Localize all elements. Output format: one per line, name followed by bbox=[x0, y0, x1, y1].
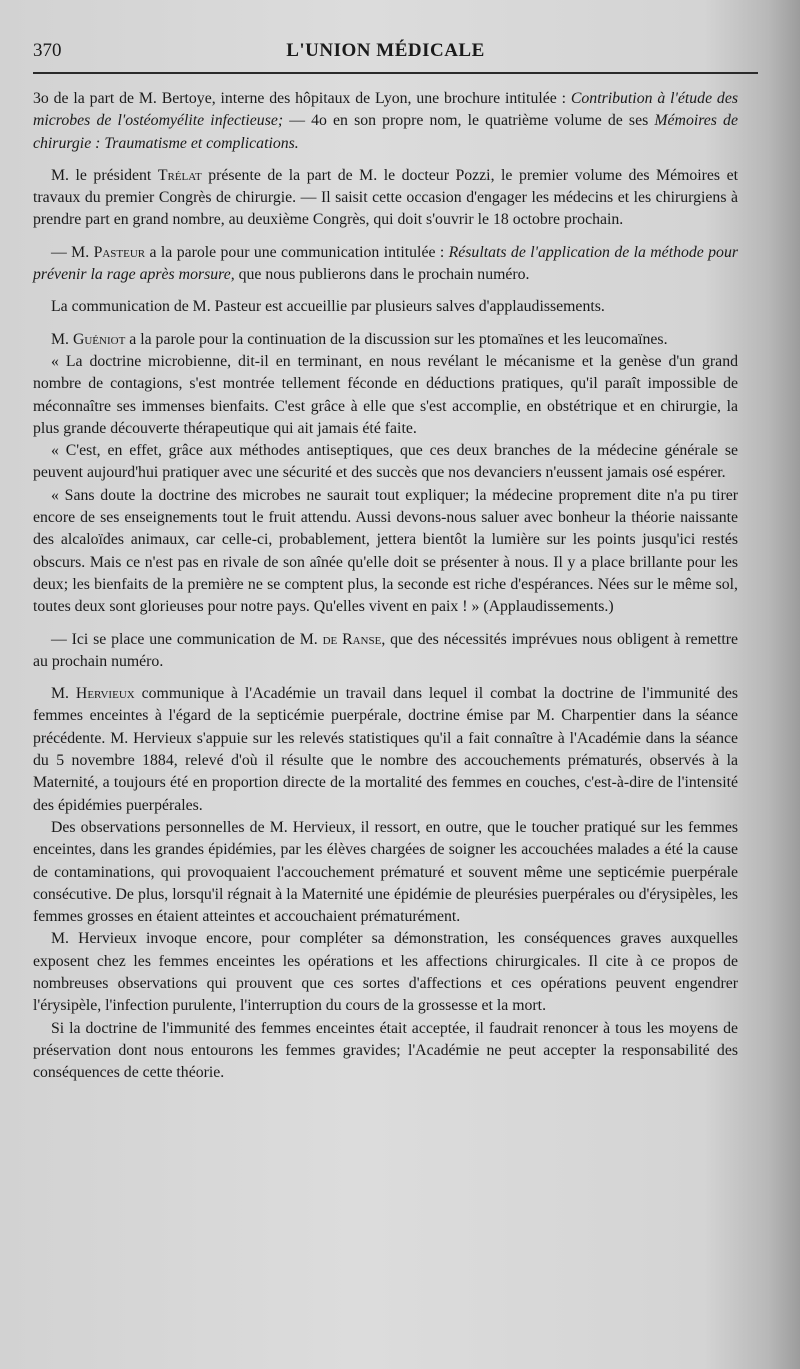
paragraph-hervieux: M. Hervieux communique à l'Académie un travail dans lequel il combat la doctrine de l'immunité des femmes enceintes à l'égard de la septicémie puerpérale, doctrine émise par M. Charpentier dans la séance précédente. M. Hervieux s'appuie sur les relevés statistiques qu'il a fait connaître à l'Académie dans la séance du 5 novembre 1884, relevé d'où il résulte que le nombre des accouchements prématurés, observés à la Maternité, a toujours été en proportion directe de la mortalité des femmes en couches, c'est-à-dire de l'intensité des épidémies puerpérales. bbox=[33, 685, 738, 814]
header-rule bbox=[33, 72, 758, 74]
paragraph-consequences: M. Hervieux invoque encore, pour compléter sa démonstration, les conséquences graves auxquelles exposent chez les femmes enceintes les opérations et les affections chirurgicales. Il cite à ce propos de nombreuses observations qui prouvent que ces sortes d'affections et ces opérations peuvent engendrer l'érysipèle, l'infection purulente, l'interruption du cours de la grossesse et la mort. bbox=[33, 930, 738, 1015]
paragraph-observations: Des observations personnelles de M. Hervieux, il ressort, en outre, que le toucher pratiqué sur les femmes enceintes, dans les grandes épidémies, par les élèves chargées de soigner les accouchées malades a été la cause de contaminations, qui provoquaient l'accouchement prématuré et souvent même une septicémie puerpérale consécutive. De plus, lorsqu'il régnait à la Maternité une épidémie de pleurésies puerpérales ou d'érysipèles, les femmes grosses en étaient atteintes et accouchaient prématurément. bbox=[33, 818, 738, 926]
paragraph-quote-3: « Sans doute la doctrine des microbes ne saurait tout expliquer; la médecine proprement dite n'a pu tirer encore de ses enseignements tout le fruit attendu. Aussi devons-nous saluer avec bonheur la théorie naissante des alcaloïdes animaux, car celle-ci, probablement, jettera bientôt la lumière sur les points jusqu'ici restés obscurs. Mais ce n'est pas en rivale de son aînée qu'elle doit se présenter à nous. Il y a place brillante pour les deux; les bienfaits de la première ne se comptent plus, la seconde est riche d'espérances. Nées sur le même sol, toutes deux sont glorieuses pour notre pays. Qu'elles vivent en paix ! » (Applaudissements.) bbox=[33, 486, 738, 616]
paragraph-quote-2: « C'est, en effet, grâce aux méthodes antiseptiques, que ces deux branches de la médecine générale se peuvent aujourd'hui pratiquer avec une sécurité et des succès que nos devanciers n'eussent jamais osé espérer. bbox=[33, 442, 738, 482]
paragraph-pasteur: — M. Pasteur a la parole pour une communication intitulée : Résultats de l'application de la méthode pour prévenir la rage après morsure, que nous publierons dans le prochain numéro. bbox=[33, 243, 739, 284]
page-number: 370 bbox=[33, 40, 62, 61]
paragraph-trelat: M. le président Trélat présente de la part de M. le docteur Pozzi, le premier volume des Mémoires et travaux du premier Congrès de chirurgie. — Il saisit cette occasion d'engager les médecins et les chirurgiens à prendre part en grand nombre, au deuxième Congrès, qui doit s'ouvrir le 18 octobre prochain. bbox=[33, 166, 738, 229]
paragraph-gueniot: M. Guéniot a la parole pour la continuation de la discussion sur les ptomaïnes et les leucomaïnes. bbox=[51, 330, 668, 348]
paragraph-applause: La communication de M. Pasteur est accueillie par plusieurs salves d'applaudissements. bbox=[51, 298, 605, 316]
paragraph-de-ranse: — Ici se place une communication de M. de Ranse, que des nécessités imprévues nous obligent à remettre au prochain numéro. bbox=[33, 630, 739, 670]
paragraph-conclusion: Si la doctrine de l'immunité des femmes enceintes était acceptée, il faudrait renoncer à tous les moyens de préservation dont nous entourons les femmes gravides; l'Académie ne peut accepter la responsabilité des conséquences de cette théorie. bbox=[33, 1019, 738, 1082]
paragraph-brochure: 3o de la part de M. Bertoye, interne des hôpitaux de Lyon, une brochure intitulée : Contribution à l'étude des microbes de l'ostéomyélite infectieuse; — 4o en son propre nom, le quatrième volume de ses Mémoires de chirurgie : Traumatisme et complications. bbox=[33, 90, 738, 152]
page-header bbox=[33, 36, 738, 70]
paragraph-quote-1: « La doctrine microbienne, dit-il en terminant, en nous revélant le mécanisme et la genèse d'un grand nombre de contagions, s'est montrée tellement féconde en déductions pratiques, qu'il paraît impossible de méconnaître ses immenses bienfaits. C'est grâce à elle que s'est accomplie, en obstétrique et en chirurgie, la plus grande découverte thérapeutique qui ait jamais été faite. bbox=[33, 352, 738, 437]
running-title: L'UNION MÉDICALE bbox=[286, 40, 485, 61]
